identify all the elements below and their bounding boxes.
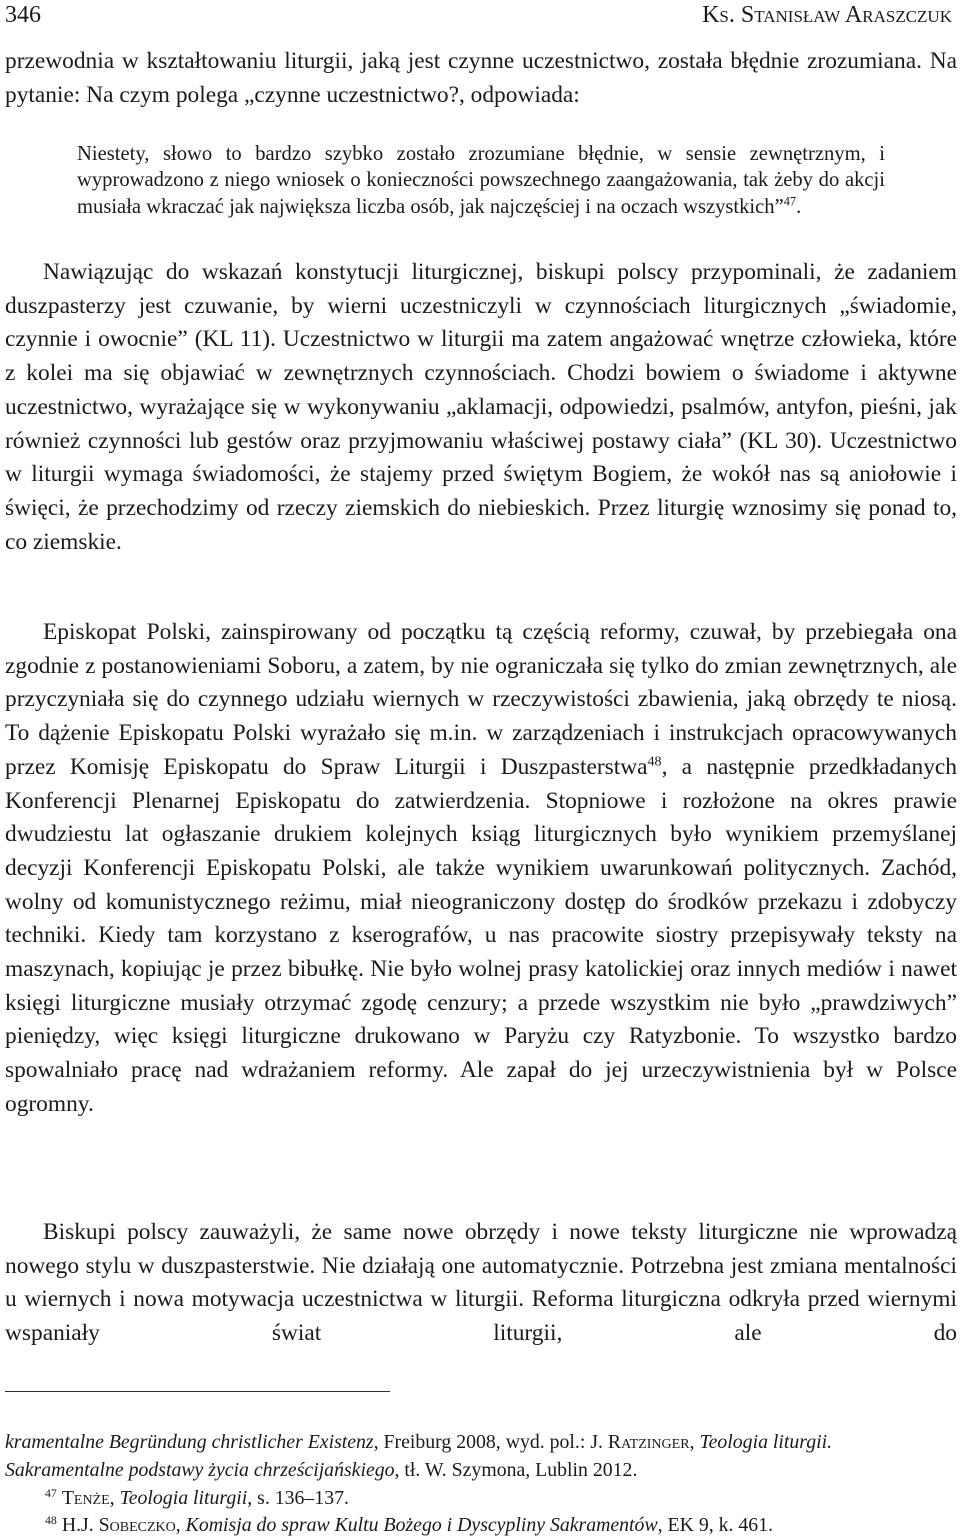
footnote-47 bbox=[45, 1484, 945, 1512]
author-name: Ks. Stanisław Araszczuk bbox=[702, 2, 952, 28]
paragraph-1: Nawiązując do wskazań konstytucji liturgicznej, biskupi polscy przypominali, że zadaniem duszpasterzy jest czuwanie, by wierni uczestniczyli w czynnościach liturgicznych „świadomie, czynnie i owocnie” (KL 11). Uczestnictwo w liturgii ma zatem angażować wnętrze człowieka, które z kolei ma się objawiać w zewnętrznych czynnościach. Chodzi bowiem o świadome i aktywne uczestnictwo, wyrażające się w wykonywaniu „aklamacji, odpowiedzi, psalmów, antyfon, pieśni, jak również czynności lub gestów oraz przyjmowaniu właściwej postawy ciała” (KL 30). Uczestnictwo w liturgii wymaga świadomości, że stajemy przed świętym Bogiem, że wokół nas są aniołowie i święci, że przechodzimy od rzeczy ziemskich do niebieskich. Przez liturgię wznosimy się ponad to, co ziemskie. bbox=[5, 259, 957, 555]
paragraph-3: Biskupi polscy zauważyli, że same nowe obrzędy i nowe teksty liturgiczne nie wprowadzą nowego stylu w duszpasterstwie. Nie działają one automatycznie. Potrzebna jest zmiana mentalności u wiernych i nowa motywacja uczestnictwa w liturgii. Reforma liturgiczna odkryła przed wiernymi wspaniały świat liturgii, ale do bbox=[5, 1219, 957, 1347]
quote-text: Niestety, słowo to bardzo szybko zostało zrozumiane błędnie, w sensie zewnętrznym, i wyprowadzono z niego wniosek o konieczności powszechnego zaangażowania, tak żeby do akcji musiała wkraczać jak największa liczba osób, jak najczęściej i na oczach wszystkich” bbox=[77, 143, 885, 218]
fn-47-plain-2: , s. 136–137. bbox=[247, 1487, 349, 1509]
fn-48-title: Komisja do spraw Kultu Bożego i Dyscypliny Sakramentów bbox=[185, 1514, 658, 1536]
footnote-continuation bbox=[5, 1428, 955, 1484]
footnote-rule bbox=[5, 1391, 390, 1392]
fn-47-plain-1: , bbox=[109, 1487, 120, 1509]
footnote-ref-47: 47 bbox=[783, 194, 797, 209]
paragraph-2 bbox=[5, 616, 957, 1122]
fn-48-plain-1: , bbox=[175, 1514, 186, 1536]
fn-cont-italic-2: Teologia liturgii. Sakramentalne podstawy życia chrześcijańskiego bbox=[5, 1431, 833, 1481]
fn-48-initials: H.J. bbox=[61, 1514, 99, 1536]
fn-cont-plain-2: , bbox=[689, 1431, 700, 1453]
paragraph-2-text-a: Episkopat Polski, zainspirowany od początku tą częścią reformy, czuwał, by przebiegała ona zgodnie z postanowieniami Soboru, a zatem, by nie ograniczała się tylko do zmian zewnętrznych, ale przyczyniała się do czynnego udziału wiernych w rzeczywistości zbawienia, jaką obrzędy te niosą. To dążenie Episkopatu Polski wyrażało się m.in. w zarządzeniach i instrukcjach opracowywanych przez Komisję Episkopatu do Spraw Liturgii i Duszpasterstwa bbox=[5, 619, 957, 780]
fn-47-number: 47 bbox=[45, 1485, 57, 1500]
fn-cont-author: Ratzinger bbox=[607, 1431, 690, 1453]
fn-cont-plain-1: , Freiburg 2008, wyd. pol.: J. bbox=[373, 1431, 608, 1453]
block-quote bbox=[77, 141, 885, 220]
fn-48-author: Sobeczko bbox=[98, 1514, 176, 1536]
fn-47-title: Teologia liturgii bbox=[119, 1487, 248, 1509]
footnote-48 bbox=[45, 1511, 950, 1539]
fn-48-number: 48 bbox=[45, 1512, 57, 1527]
intro-paragraph: przewodnia w kształtowaniu liturgii, jaką jest czynne uczestnictwo, została błędnie zrozumiana. Na pytanie: Na czym polega „czynne uczestnictwo?, odpowiada: bbox=[5, 48, 957, 108]
running-header-author bbox=[702, 0, 952, 30]
page-number: 346 bbox=[5, 2, 41, 28]
fn-cont-italic-1: kramentalne Begründung christlicher Existenz bbox=[5, 1431, 374, 1453]
paragraph-2-text-b: , a następnie przedkładanych Konferencji Plenarnej Episkopatu do zatwierdzenia. Stopniowe i rozłożone na okres prawie dwudziestu lat ogłaszanie drukiem kolejnych ksiąg liturgicznych było wynikiem przemyślanej decyzji Konferencji Episkopatu Polski, ale także wynikiem uwarunkowań politycznych. Zachód, wolny od komunistycznego reżimu, miał nieograniczony dostęp do środków przekazu i zdobyczy techniki. Kiedy tam korzystano z kserografów, u nas pracowite siostry przepisywały teksty na maszynach, kopiując je przez bibułkę. Nie było wolnej prasy katolickiej oraz innych mediów i nawet księgi liturgiczne musiały otrzymać zgodę cenzury; a przede wszystkim nie było „prawdziwych” pieniędzy, więc księgi liturgiczne drukowano w Paryżu czy Ratyzbonie. To wszystko bardzo spowalniało pracę nad wdrażaniem reformy. Ale zapał do jej urzeczywistnienia był w Polsce ogromny. bbox=[5, 753, 957, 1117]
fn-cont-plain-3: , tł. W. Szymona, Lublin 2012. bbox=[394, 1459, 638, 1481]
quote-end: . bbox=[796, 195, 802, 218]
fn-48-plain-2: , EK 9, k. 461. bbox=[657, 1514, 774, 1536]
footnote-ref-48: 48 bbox=[647, 753, 662, 770]
fn-47-author: Tenże bbox=[61, 1487, 110, 1509]
